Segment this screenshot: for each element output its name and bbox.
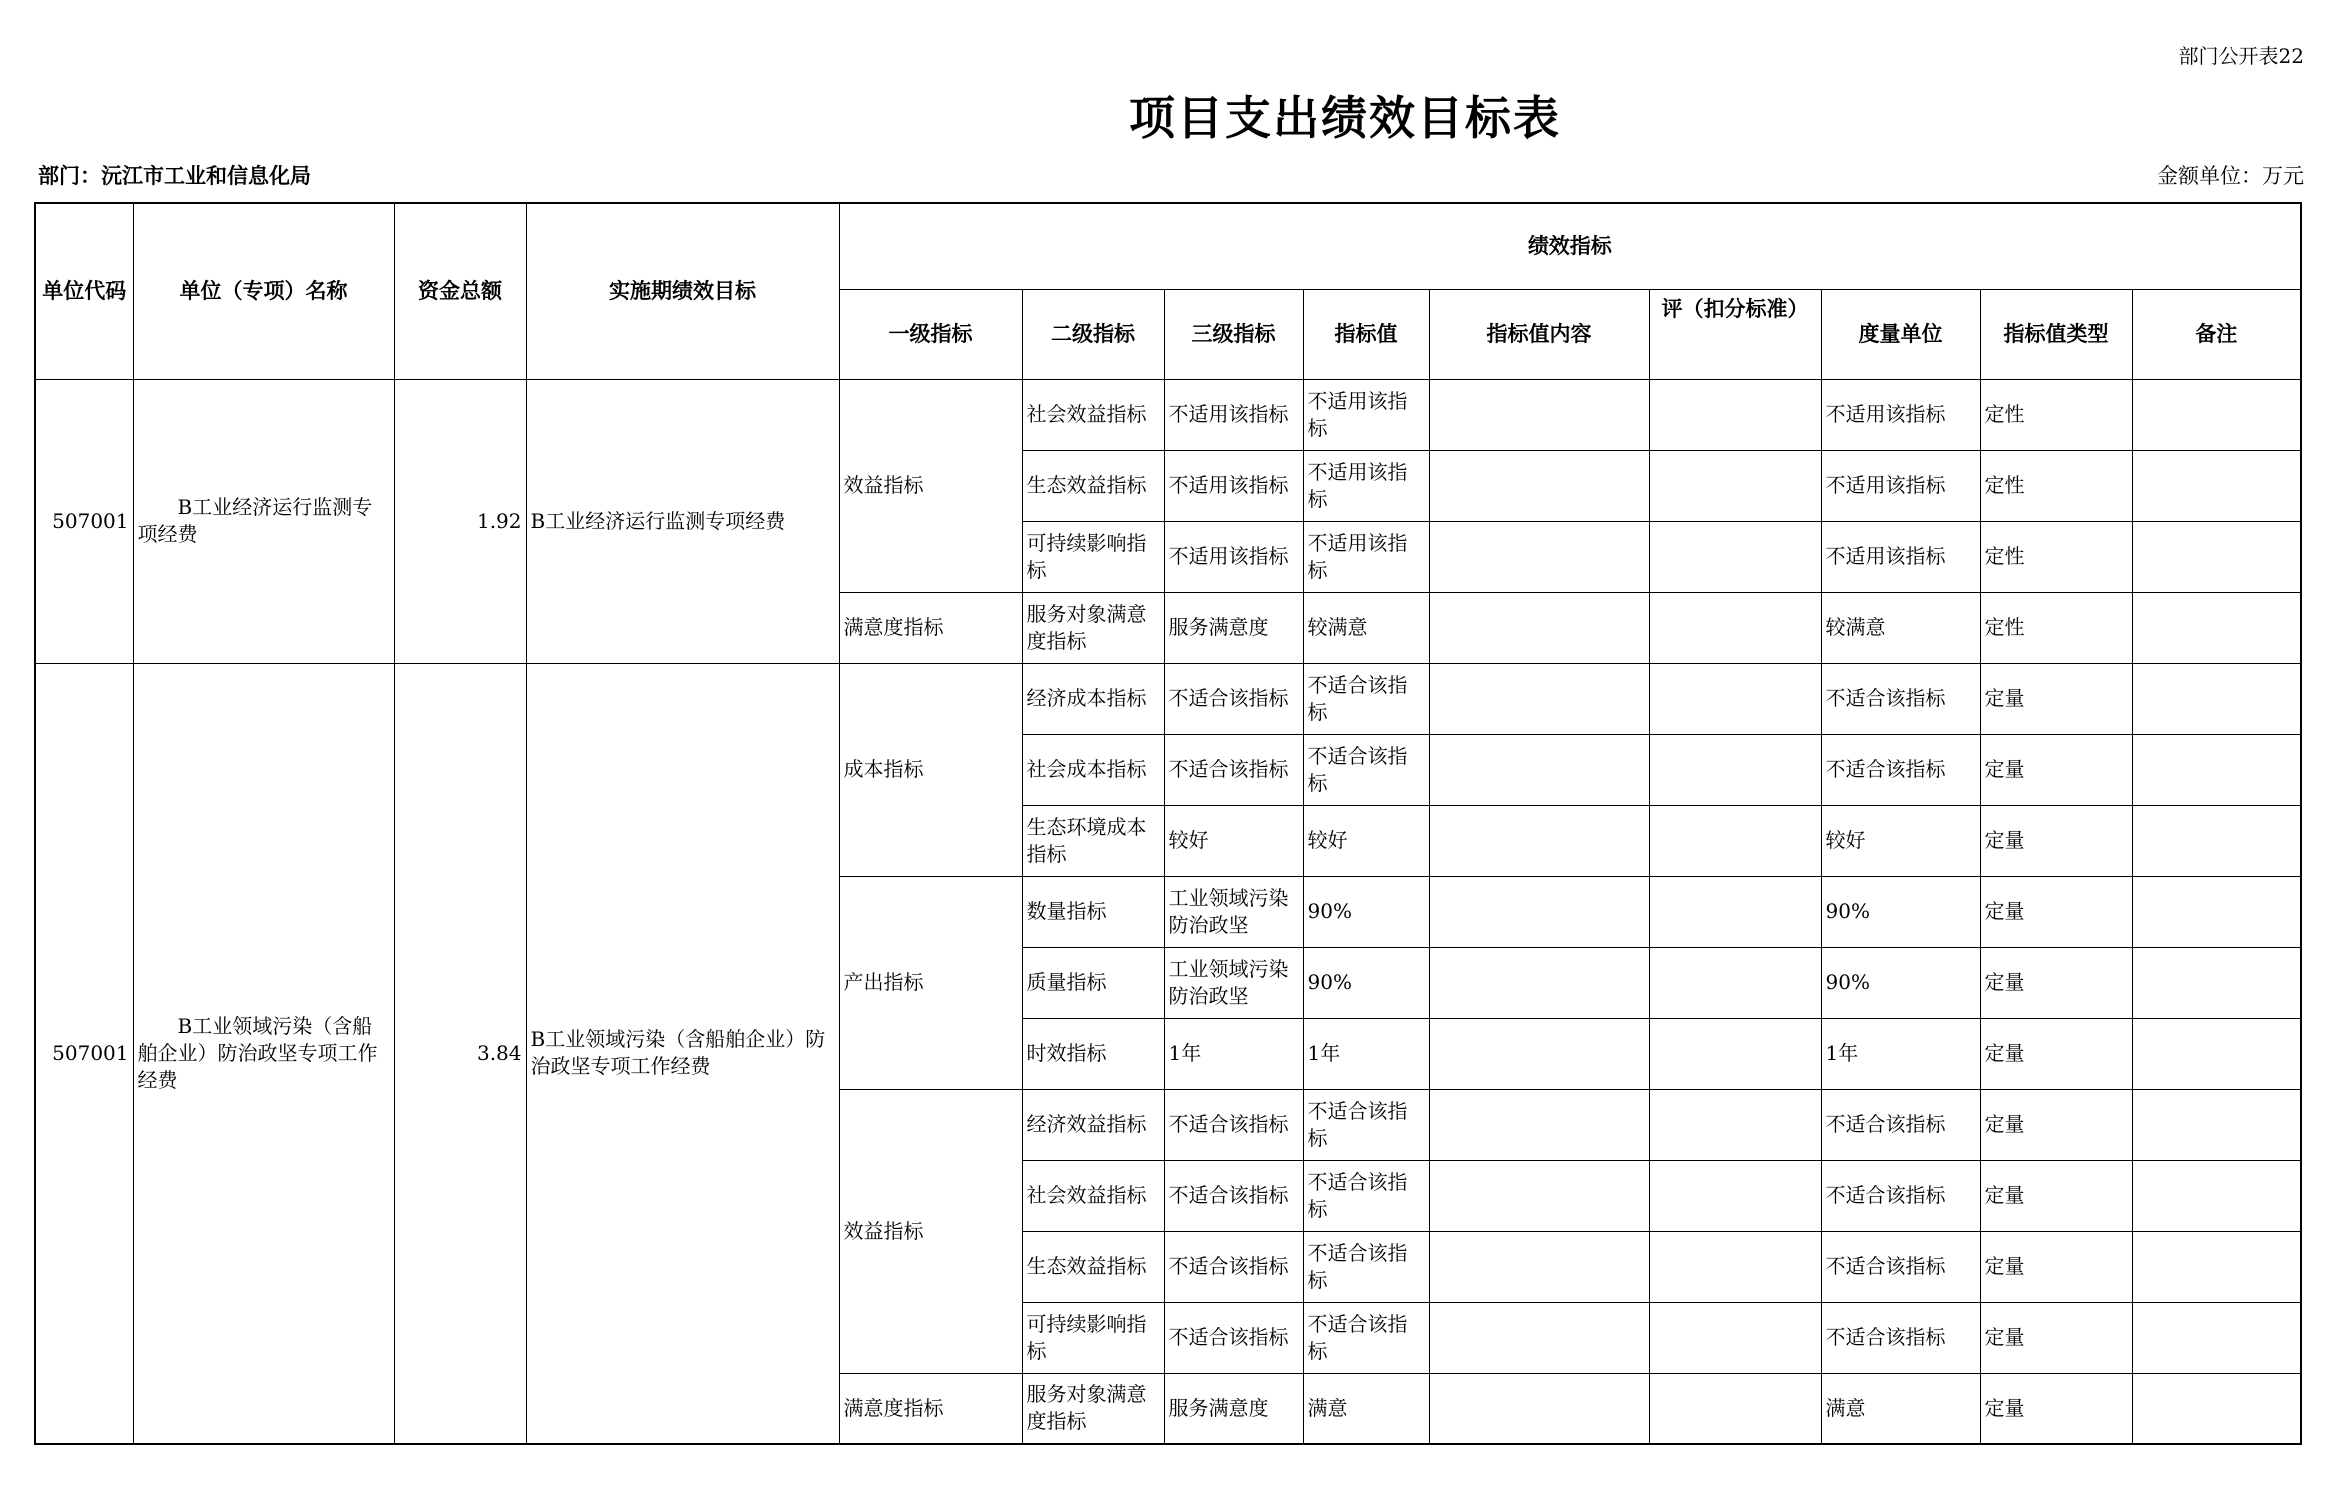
scoring-cell <box>1649 805 1821 876</box>
level3-cell: 不适合该指标 <box>1164 1231 1303 1302</box>
scoring-cell <box>1649 450 1821 521</box>
level2-cell: 生态效益指标 <box>1022 450 1164 521</box>
value-content-cell <box>1429 1373 1649 1444</box>
value-type-cell: 定量 <box>1980 1089 2132 1160</box>
scoring-cell <box>1649 1373 1821 1444</box>
scoring-cell <box>1649 1018 1821 1089</box>
value-cell: 不适合该指标 <box>1303 1231 1429 1302</box>
value-type-cell: 定性 <box>1980 450 2132 521</box>
measure-unit-cell: 不适用该指标 <box>1821 379 1980 450</box>
value-content-cell <box>1429 521 1649 592</box>
value-type-cell: 定量 <box>1980 1018 2132 1089</box>
remark-cell <box>2132 663 2301 734</box>
remark-cell <box>2132 734 2301 805</box>
table-row <box>35 663 2301 734</box>
remark-cell <box>2132 1160 2301 1231</box>
value-type-cell: 定量 <box>1980 1302 2132 1373</box>
value-content-cell <box>1429 1018 1649 1089</box>
level2-cell: 数量指标 <box>1022 876 1164 947</box>
value-content-cell <box>1429 947 1649 1018</box>
scoring-cell <box>1649 1089 1821 1160</box>
level3-cell: 工业领域污染防治政坚 <box>1164 876 1303 947</box>
remark-cell <box>2132 521 2301 592</box>
scoring-cell <box>1649 1302 1821 1373</box>
measure-unit-cell: 满意 <box>1821 1373 1980 1444</box>
level3-cell: 不适合该指标 <box>1164 1160 1303 1231</box>
header-value: 指标值 <box>1303 289 1429 379</box>
scoring-cell <box>1649 876 1821 947</box>
level2-cell: 质量指标 <box>1022 947 1164 1018</box>
value-content-cell <box>1429 1089 1649 1160</box>
header-level2: 二级指标 <box>1022 289 1164 379</box>
value-cell: 90% <box>1303 947 1429 1018</box>
remark-cell <box>2132 1231 2301 1302</box>
scoring-cell <box>1649 1231 1821 1302</box>
value-type-cell: 定量 <box>1980 805 2132 876</box>
value-content-cell <box>1429 663 1649 734</box>
value-cell: 较满意 <box>1303 592 1429 663</box>
scoring-cell <box>1649 947 1821 1018</box>
value-content-cell <box>1429 592 1649 663</box>
value-content-cell <box>1429 1160 1649 1231</box>
value-type-cell: 定性 <box>1980 379 2132 450</box>
value-cell: 满意 <box>1303 1373 1429 1444</box>
value-cell: 不适用该指标 <box>1303 521 1429 592</box>
scoring-cell <box>1649 663 1821 734</box>
page-title: 项目支出绩效目标表 <box>1129 91 1561 145</box>
value-type-cell: 定量 <box>1980 1373 2132 1444</box>
header-value-type: 指标值类型 <box>1980 289 2132 379</box>
level2-cell: 生态效益指标 <box>1022 1231 1164 1302</box>
level2-cell: 可持续影响指标 <box>1022 521 1164 592</box>
remark-cell <box>2132 947 2301 1018</box>
scoring-cell <box>1649 379 1821 450</box>
value-content-cell <box>1429 450 1649 521</box>
value-content-cell <box>1429 1302 1649 1373</box>
performance-target-table <box>34 202 2302 1445</box>
level2-cell: 服务对象满意度指标 <box>1022 592 1164 663</box>
measure-unit-cell: 不适合该指标 <box>1821 1302 1980 1373</box>
value-cell: 90% <box>1303 876 1429 947</box>
header-measure-unit: 度量单位 <box>1821 289 1980 379</box>
value-cell: 不适用该指标 <box>1303 450 1429 521</box>
amount-unit-label: 金额单位：万元 <box>2157 164 2304 188</box>
unit-code-cell: 507001 <box>35 379 133 663</box>
measure-unit-cell: 不适合该指标 <box>1821 734 1980 805</box>
level2-cell: 经济成本指标 <box>1022 663 1164 734</box>
level2-cell: 社会效益指标 <box>1022 1160 1164 1231</box>
value-type-cell: 定量 <box>1980 1231 2132 1302</box>
value-content-cell <box>1429 1231 1649 1302</box>
value-cell: 不适合该指标 <box>1303 1302 1429 1373</box>
scoring-cell <box>1649 521 1821 592</box>
level3-cell: 工业领域污染防治政坚 <box>1164 947 1303 1018</box>
remark-cell <box>2132 805 2301 876</box>
value-cell: 不适用该指标 <box>1303 379 1429 450</box>
value-type-cell: 定量 <box>1980 663 2132 734</box>
level1-cell: 效益指标 <box>839 1089 1022 1373</box>
department-label: 部门：沅江市工业和信息化局 <box>38 163 311 188</box>
table-body <box>35 379 2301 1444</box>
header-level1: 一级指标 <box>839 289 1022 379</box>
level3-cell: 服务满意度 <box>1164 592 1303 663</box>
remark-cell <box>2132 876 2301 947</box>
value-type-cell: 定量 <box>1980 734 2132 805</box>
level1-cell: 满意度指标 <box>839 592 1022 663</box>
header-value-content: 指标值内容 <box>1429 289 1649 379</box>
scoring-cell <box>1649 1160 1821 1231</box>
measure-unit-cell: 不适用该指标 <box>1821 521 1980 592</box>
remark-cell <box>2132 1018 2301 1089</box>
level3-cell: 不适用该指标 <box>1164 521 1303 592</box>
measure-unit-cell: 不适合该指标 <box>1821 1089 1980 1160</box>
measure-unit-cell: 1年 <box>1821 1018 1980 1089</box>
level2-cell: 经济效益指标 <box>1022 1089 1164 1160</box>
goal-cell: B工业经济运行监测专项经费 <box>526 379 839 663</box>
scoring-cell <box>1649 592 1821 663</box>
level1-cell: 效益指标 <box>839 379 1022 592</box>
amount-cell: 3.84 <box>394 663 526 1444</box>
level1-cell: 成本指标 <box>839 663 1022 876</box>
form-number: 部门公开表22 <box>2178 44 2304 68</box>
value-content-cell <box>1429 805 1649 876</box>
level2-cell: 时效指标 <box>1022 1018 1164 1089</box>
value-type-cell: 定量 <box>1980 876 2132 947</box>
remark-cell <box>2132 450 2301 521</box>
measure-unit-cell: 不适合该指标 <box>1821 1160 1980 1231</box>
value-type-cell: 定性 <box>1980 592 2132 663</box>
level3-cell: 不适合该指标 <box>1164 663 1303 734</box>
value-type-cell: 定量 <box>1980 1160 2132 1231</box>
measure-unit-cell: 较满意 <box>1821 592 1980 663</box>
measure-unit-cell: 90% <box>1821 876 1980 947</box>
level3-cell: 1年 <box>1164 1018 1303 1089</box>
measure-unit-cell: 90% <box>1821 947 1980 1018</box>
level2-cell: 可持续影响指标 <box>1022 1302 1164 1373</box>
level3-cell: 服务满意度 <box>1164 1373 1303 1444</box>
level1-cell: 满意度指标 <box>839 1373 1022 1444</box>
header-scoring: 评（扣分标准） <box>1649 289 1821 379</box>
remark-cell <box>2132 1089 2301 1160</box>
remark-cell <box>2132 379 2301 450</box>
value-cell: 不适合该指标 <box>1303 1089 1429 1160</box>
value-content-cell <box>1429 876 1649 947</box>
unit-name-cell: B工业经济运行监测专项经费 <box>133 379 394 663</box>
measure-unit-cell: 较好 <box>1821 805 1980 876</box>
header-unit-code: 单位代码 <box>35 203 133 379</box>
header-total-funds: 资金总额 <box>394 203 526 379</box>
amount-cell: 1.92 <box>394 379 526 663</box>
level3-cell: 不适合该指标 <box>1164 1302 1303 1373</box>
value-type-cell: 定量 <box>1980 947 2132 1018</box>
goal-cell: B工业领域污染（含船舶企业）防治政坚专项工作经费 <box>526 663 839 1444</box>
scoring-cell <box>1649 734 1821 805</box>
header-goal: 实施期绩效目标 <box>526 203 839 379</box>
measure-unit-cell: 不适合该指标 <box>1821 1231 1980 1302</box>
header-remark: 备注 <box>2132 289 2301 379</box>
level3-cell: 不适合该指标 <box>1164 734 1303 805</box>
header-unit-name: 单位（专项）名称 <box>133 203 394 379</box>
header-performance: 绩效指标 <box>839 203 2301 289</box>
level3-cell: 不适用该指标 <box>1164 379 1303 450</box>
remark-cell <box>2132 592 2301 663</box>
value-cell: 不适合该指标 <box>1303 1160 1429 1231</box>
level3-cell: 不适用该指标 <box>1164 450 1303 521</box>
level2-cell: 服务对象满意度指标 <box>1022 1373 1164 1444</box>
level2-cell: 社会成本指标 <box>1022 734 1164 805</box>
level3-cell: 不适合该指标 <box>1164 1089 1303 1160</box>
unit-name-cell: B工业领域污染（含船舶企业）防治政坚专项工作经费 <box>133 663 394 1444</box>
value-cell: 1年 <box>1303 1018 1429 1089</box>
header-level3: 三级指标 <box>1164 289 1303 379</box>
unit-code-cell: 507001 <box>35 663 133 1444</box>
value-cell: 较好 <box>1303 805 1429 876</box>
value-cell: 不适合该指标 <box>1303 734 1429 805</box>
remark-cell <box>2132 1302 2301 1373</box>
table-row <box>35 379 2301 450</box>
level3-cell: 较好 <box>1164 805 1303 876</box>
value-type-cell: 定性 <box>1980 521 2132 592</box>
measure-unit-cell: 不适用该指标 <box>1821 450 1980 521</box>
value-content-cell <box>1429 734 1649 805</box>
measure-unit-cell: 不适合该指标 <box>1821 663 1980 734</box>
value-cell: 不适合该指标 <box>1303 663 1429 734</box>
level2-cell: 社会效益指标 <box>1022 379 1164 450</box>
remark-cell <box>2132 1373 2301 1444</box>
value-content-cell <box>1429 379 1649 450</box>
level1-cell: 产出指标 <box>839 876 1022 1089</box>
level2-cell: 生态环境成本指标 <box>1022 805 1164 876</box>
